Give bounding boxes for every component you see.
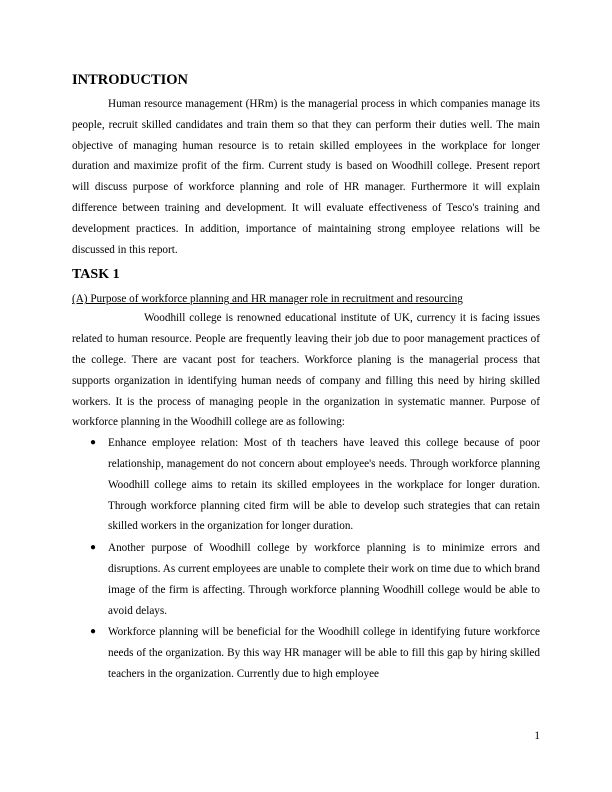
task1-bullet-list xyxy=(72,433,540,685)
bullet-text: Another purpose of Woodhill college by workforce planning is to minimize errors and disruptions. As current employees are unable to complete their work on time due to which brand image of the firm is affecting. Through workforce planning Woodhill college would be able to avoid delays. xyxy=(108,542,540,617)
task1-subheading: (A) Purpose of workforce planning and HR manager role in recruitment and resourcing xyxy=(72,293,463,306)
intro-paragraph: Human resource management (HRm) is the managerial process in which companies manage its people, recruit skilled candidates and train them so that they can perform their duties well. The main objective of managing human resource is to retain skilled employees in the workplace for longer duration and maximize profit of the firm. Current study is based on Woodhill college. Present report will discuss purpose of workforce planning and role of HR manager. Furthermore it will explain difference between training and development. It will evaluate effectiveness of Tesco's training and development practices. In addition, importance of maintaining strong employee relations will be discussed in this report. xyxy=(72,98,540,256)
bullet-text: Workforce planning will be beneficial for the Woodhill college in identifying future workforce needs of the organization. By this way HR manager will be able to fill this gap by hiring skilled teachers in the organization. Currently due to high employee xyxy=(108,626,540,680)
bullet-item xyxy=(72,622,540,684)
bullet-item xyxy=(72,538,540,621)
bullet-item xyxy=(72,433,540,537)
intro-heading: INTRODUCTION xyxy=(72,72,189,88)
bullet-text: Enhance employee relation: Most of th teachers have leaved this college because of poor relationship, management do not concern about employee's needs. Through workforce planning Woodhill college aims to retain its skilled employees in the workplace for longer duration. Through workforce planning cited firm will be able to develop such strategies that can retain skilled workers in the organization for longer duration. xyxy=(108,437,540,533)
page-number: 1 xyxy=(534,730,540,742)
bullet-icon: ● xyxy=(90,437,97,449)
task1-paragraph: Woodhill college is renowned educational institute of UK, currency it is facing issues related to human resource. People are frequently leaving their job due to poor management practices of the college. There are vacant post for teachers. Workforce planing is the managerial process that supports organization in identifying human needs of company and filling this need by hiring skilled workers. It is the process of managing people in the organization in systematic manner. Purpose of workforce planning in the Woodhill college are as following: xyxy=(72,312,540,429)
bullet-icon: ● xyxy=(90,542,97,554)
page-content xyxy=(72,70,540,686)
task1-heading: TASK 1 xyxy=(72,267,120,283)
bullet-icon: ● xyxy=(90,626,97,638)
